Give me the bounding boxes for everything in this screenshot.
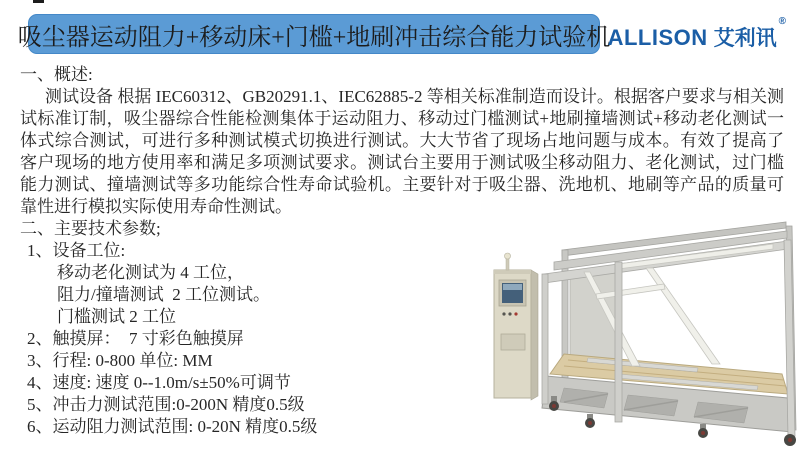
spec-subline-aging: 移动老化测试为 4 工位， xyxy=(57,263,244,282)
specs-heading: 二、主要技术参数; xyxy=(20,219,161,238)
page-edge-artifact xyxy=(33,0,44,3)
spec-subline-threshold: 门槛测试 2 工位 xyxy=(57,307,176,326)
spec-line-stations: 1、设备工位: xyxy=(27,241,126,260)
spec-line-speed: 4、速度: 速度 0--1.0m/s±50%可调节 xyxy=(27,373,291,392)
brand-logo xyxy=(607,16,786,52)
spec-line-touchscreen: 2、触摸屏： 7 寸彩色触摸屏 xyxy=(27,329,244,348)
registered-trademark-mark: ® xyxy=(778,16,786,27)
spec-line-motion-range: 6、运动阻力测试范围: 0-20N 精度0.5级 xyxy=(27,417,318,436)
overview-heading: 一、概述: xyxy=(20,65,93,84)
spec-line-impact-range: 5、冲击力测试范围:0-200N 精度0.5级 xyxy=(27,395,305,414)
spec-subline-resistance: 阻力/撞墙测试 2 工位测试。 xyxy=(57,285,270,304)
spec-line-stroke: 3、行程: 0-800 单位: MM xyxy=(27,351,213,370)
logo-latin-text: ALLISON xyxy=(607,25,708,50)
page-title: 吸尘器运动阻力+移动床+门槛+地刷冲击综合能力试验机 xyxy=(17,24,611,51)
title-banner xyxy=(17,14,611,54)
machine-photo xyxy=(468,218,800,450)
logo-chinese-text: 艾利讯 xyxy=(713,27,777,50)
overview-paragraph: 测试设备 根据 IEC60312、GB20291.1、IEC62885-2 等相关标准制造而设计。根据客户要求与相关测试标准订制，吸尘器综合性能检测集体于运动阻力、移动过门槛测试+地刷撞墙测试+移动老化测试一体式综合测试，可进行多种测试模式切换进行测试。大大节省了现场占地问题与成本。有效了提高了客户现场的地方使用率和满足多项测试要求。测试台主要用于测试吸尘移动阻力、老化测试，过门槛能力测试、撞墙测试等多功能综合性寿命试验机。主要针对于吸尘器、洗地机、地刷等产品的质量可靠性进行模拟实际使用寿命性测试。 xyxy=(20,87,784,216)
